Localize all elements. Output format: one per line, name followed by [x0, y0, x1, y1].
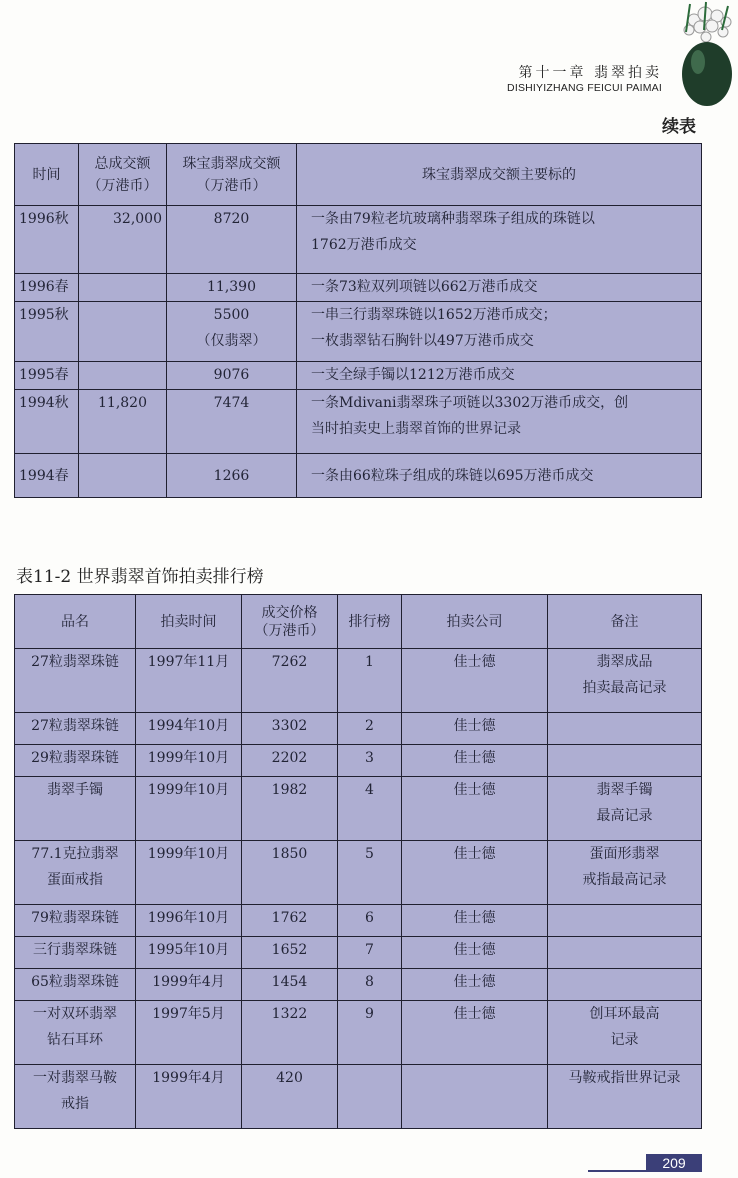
cell-jewelry: 1266	[167, 454, 297, 498]
table-row	[15, 1065, 702, 1129]
cell-auction-house: 佳士德	[402, 777, 548, 841]
chapter-pinyin: DISHIYIZHANG FEICUI PAIMAI	[507, 82, 662, 94]
table-row	[15, 969, 702, 1001]
cell-price: 1652	[242, 937, 338, 969]
cell-notes: 马鞍戒指世界记录	[548, 1065, 702, 1129]
auction-ranking-table	[14, 594, 702, 1129]
col-header-notes: 备注	[548, 595, 702, 649]
jade-gourd-icon	[676, 0, 738, 112]
cell-time: 1995春	[15, 362, 79, 390]
table-row	[15, 274, 702, 302]
table-row	[15, 937, 702, 969]
col-header-date: 拍卖时间	[136, 595, 242, 649]
cell-auction-house: 佳士德	[402, 713, 548, 745]
cell-total	[79, 302, 167, 362]
cell-jewelry: 8720	[167, 206, 297, 274]
cell-total	[79, 274, 167, 302]
page-number: 209	[646, 1154, 702, 1172]
table-row	[15, 302, 702, 362]
cell-auction-house: 佳士德	[402, 841, 548, 905]
cell-rank: 8	[338, 969, 402, 1001]
cell-item: 27粒翡翠珠链	[15, 649, 136, 713]
cell-auction-house: 佳士德	[402, 1001, 548, 1065]
col-header-item: 品名	[15, 595, 136, 649]
cell-price: 1762	[242, 905, 338, 937]
cell-item: 29粒翡翠珠链	[15, 745, 136, 777]
cell-auction-house: 佳士德	[402, 745, 548, 777]
table-row	[15, 454, 702, 498]
cell-notes	[548, 745, 702, 777]
cell-rank: 6	[338, 905, 402, 937]
chapter-title: 第十一章 翡翠拍卖	[518, 65, 662, 81]
cell-time: 1996春	[15, 274, 79, 302]
cell-date: 1995年10月	[136, 937, 242, 969]
cell-date: 1996年10月	[136, 905, 242, 937]
cell-main-lots: 一串三行翡翠珠链以1652万港币成交； 一枚翡翠钻石胸针以497万港币成交	[297, 302, 702, 362]
col-header-total: 总成交额 （万港币）	[79, 144, 167, 206]
table-row	[15, 841, 702, 905]
col-header-time: 时间	[15, 144, 79, 206]
cell-jewelry: 5500 （仅翡翠）	[167, 302, 297, 362]
table-row	[15, 390, 702, 454]
cell-item: 一对双环翡翠 钻石耳环	[15, 1001, 136, 1065]
cell-date: 1999年10月	[136, 777, 242, 841]
ranking-rows	[15, 649, 702, 1129]
cell-jewelry: 11,390	[167, 274, 297, 302]
col-header-main-lots: 珠宝翡翠成交额主要标的	[297, 144, 702, 206]
cell-date: 1997年5月	[136, 1001, 242, 1065]
table-row	[15, 1001, 702, 1065]
cell-price: 420	[242, 1065, 338, 1129]
cell-item: 一对翡翠马鞍 戒指	[15, 1065, 136, 1129]
cell-price: 1982	[242, 777, 338, 841]
cell-item: 翡翠手镯	[15, 777, 136, 841]
cell-auction-house: 佳士德	[402, 649, 548, 713]
cell-rank: 5	[338, 841, 402, 905]
cell-date: 1994年10月	[136, 713, 242, 745]
cell-notes: 翡翠手镯 最高记录	[548, 777, 702, 841]
cell-notes	[548, 969, 702, 1001]
cell-date: 1999年4月	[136, 969, 242, 1001]
cell-auction-house	[402, 1065, 548, 1129]
cell-item: 79粒翡翠珠链	[15, 905, 136, 937]
col-header-auction-house: 拍卖公司	[402, 595, 548, 649]
cell-main-lots: 一条Mdivani翡翠珠子项链以3302万港币成交，创 当时拍卖史上翡翠首饰的世界记录	[297, 390, 702, 454]
cell-date: 1999年10月	[136, 841, 242, 905]
cell-date: 1997年11月	[136, 649, 242, 713]
cell-notes	[548, 937, 702, 969]
cell-item: 27粒翡翠珠链	[15, 713, 136, 745]
cell-price: 3302	[242, 713, 338, 745]
cell-price: 1454	[242, 969, 338, 1001]
auction-turnover-table	[14, 143, 702, 498]
cell-jewelry: 7474	[167, 390, 297, 454]
cell-price: 7262	[242, 649, 338, 713]
cell-auction-house: 佳士德	[402, 969, 548, 1001]
cell-main-lots: 一条由66粒珠子组成的珠链以695万港币成交	[297, 454, 702, 498]
cell-notes: 创耳环最高 记录	[548, 1001, 702, 1065]
cell-time: 1994秋	[15, 390, 79, 454]
col-header-price: 成交价格 （万港币）	[242, 595, 338, 649]
table-row	[15, 206, 702, 274]
cell-total	[79, 454, 167, 498]
table-row	[15, 905, 702, 937]
cell-notes: 翡翠成品 拍卖最高记录	[548, 649, 702, 713]
table-row	[15, 362, 702, 390]
cell-rank: 3	[338, 745, 402, 777]
cell-notes	[548, 905, 702, 937]
table-header-row	[15, 144, 702, 206]
cell-date: 1999年4月	[136, 1065, 242, 1129]
cell-total	[79, 362, 167, 390]
table-caption: 表11-2 世界翡翠首饰拍卖排行榜	[16, 567, 264, 587]
cell-time: 1994春	[15, 454, 79, 498]
cell-time: 1995秋	[15, 302, 79, 362]
col-header-jewelry: 珠宝翡翠成交额 （万港币）	[167, 144, 297, 206]
cell-rank	[338, 1065, 402, 1129]
cell-date: 1999年10月	[136, 745, 242, 777]
cell-main-lots: 一条73粒双列项链以662万港币成交	[297, 274, 702, 302]
cell-jewelry: 9076	[167, 362, 297, 390]
cell-item: 三行翡翠珠链	[15, 937, 136, 969]
table-row	[15, 777, 702, 841]
cell-rank: 1	[338, 649, 402, 713]
cell-total: 32,000	[79, 206, 167, 274]
cell-price: 1850	[242, 841, 338, 905]
cell-auction-house: 佳士德	[402, 905, 548, 937]
cell-notes	[548, 713, 702, 745]
cell-rank: 2	[338, 713, 402, 745]
continued-label: 续表	[662, 117, 696, 136]
cell-rank: 4	[338, 777, 402, 841]
table-row	[15, 745, 702, 777]
cell-rank: 9	[338, 1001, 402, 1065]
table-row	[15, 713, 702, 745]
cell-time: 1996秋	[15, 206, 79, 274]
cell-rank: 7	[338, 937, 402, 969]
cell-main-lots: 一条由79粒老坑玻璃种翡翠珠子组成的珠链以 1762万港币成交	[297, 206, 702, 274]
table-row	[15, 649, 702, 713]
cell-main-lots: 一支全绿手镯以1212万港币成交	[297, 362, 702, 390]
cell-price: 1322	[242, 1001, 338, 1065]
table-header-row	[15, 595, 702, 649]
cell-price: 2202	[242, 745, 338, 777]
cell-item: 65粒翡翠珠链	[15, 969, 136, 1001]
cell-notes: 蛋面形翡翠 戒指最高记录	[548, 841, 702, 905]
cell-auction-house: 佳士德	[402, 937, 548, 969]
cell-item: 77.1克拉翡翠 蛋面戒指	[15, 841, 136, 905]
col-header-rank: 排行榜	[338, 595, 402, 649]
cell-total: 11,820	[79, 390, 167, 454]
